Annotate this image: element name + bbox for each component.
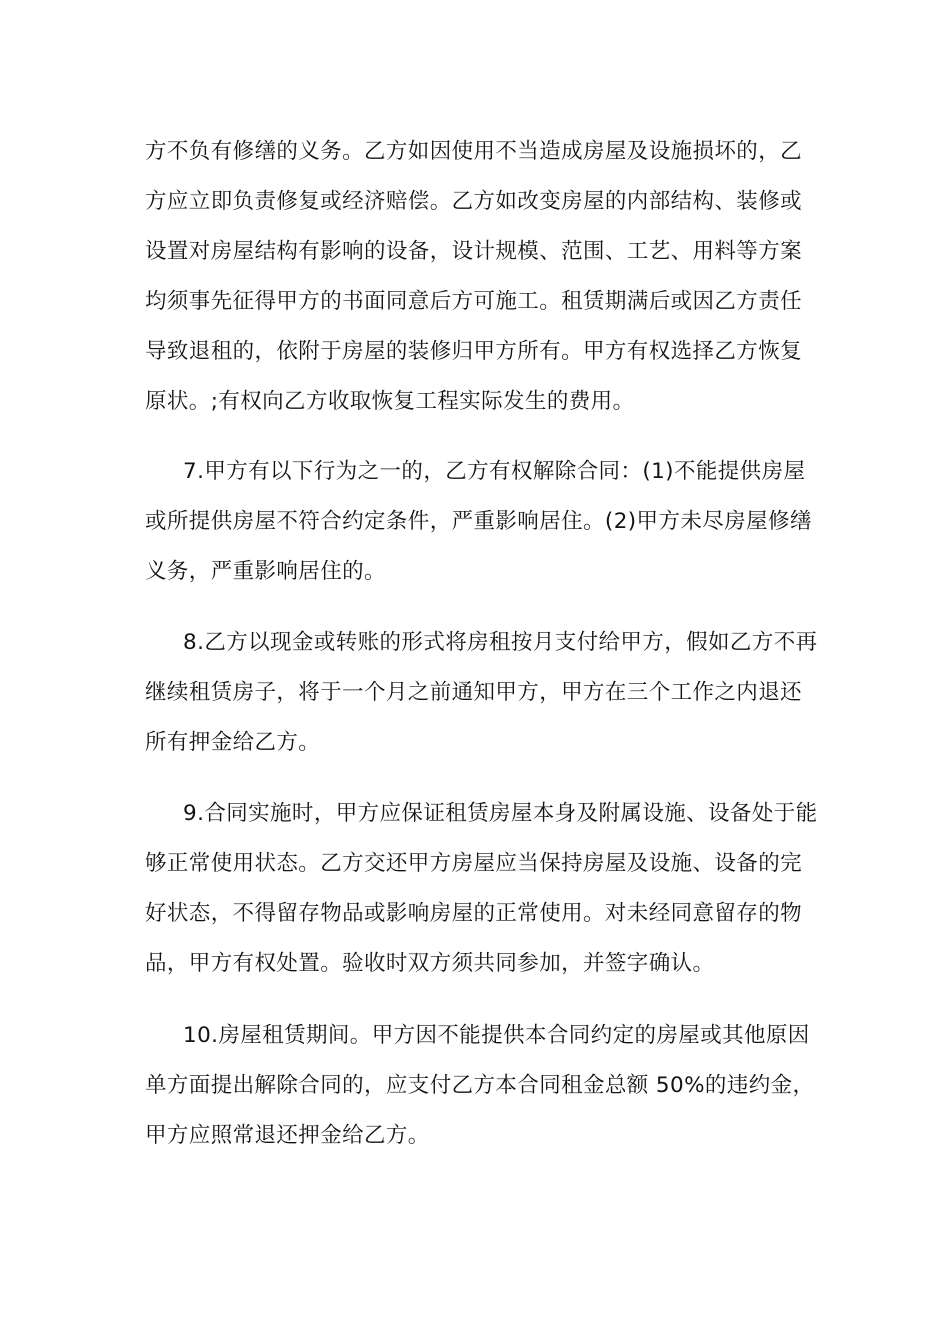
text-line: 单方面提出解除合同的，应支付乙方本合同租金总额 50%的违约金， <box>145 1073 815 1098</box>
text-line: 品，甲方有权处置。验收时双方须共同参加，并签字确认。 <box>145 951 715 976</box>
text-line: 方应立即负责修复或经济赔偿。乙方如改变房屋的内部结构、装修或 <box>145 189 803 214</box>
paragraph-repair-obligations <box>145 127 825 427</box>
text-line: 够正常使用状态。乙方交还甲方房屋应当保持房屋及设施、设备的完 <box>145 851 803 876</box>
paragraph-clause-10 <box>145 1011 825 1161</box>
text-line: 甲方应照常退还押金给乙方。 <box>145 1123 430 1148</box>
paragraph-clause-8 <box>145 618 825 768</box>
paragraph-clause-9 <box>145 789 825 989</box>
text-line: 9.合同实施时，甲方应保证租赁房屋本身及附属设施、设备处于能 <box>183 801 818 826</box>
text-line: 方不负有修缮的义务。乙方如因使用不当造成房屋及设施损坏的，乙 <box>145 139 803 164</box>
text-line: 8.乙方以现金或转账的形式将房租按月支付给甲方，假如乙方不再 <box>183 630 818 655</box>
paragraph-clause-7 <box>145 447 825 597</box>
text-line: 好状态，不得留存物品或影响房屋的正常使用。对未经同意留存的物 <box>145 901 803 926</box>
text-line: 原状。;有权向乙方收取恢复工程实际发生的费用。 <box>145 389 635 414</box>
text-line: 均须事先征得甲方的书面同意后方可施工。租赁期满后或因乙方责任 <box>145 289 803 314</box>
text-line: 10.房屋租赁期间。甲方因不能提供本合同约定的房屋或其他原因 <box>183 1023 810 1048</box>
text-line: 设置对房屋结构有影响的设备，设计规模、范围、工艺、用料等方案 <box>145 239 803 264</box>
text-line: 7.甲方有以下行为之一的，乙方有权解除合同：(1)不能提供房屋 <box>183 459 806 484</box>
text-line: 继续租赁房子，将于一个月之前通知甲方，甲方在三个工作之内退还 <box>145 680 803 705</box>
text-line: 义务，严重影响居住的。 <box>145 559 386 584</box>
text-line: 或所提供房屋不符合约定条件，严重影响居住。(2)甲方未尽房屋修缮 <box>145 509 812 534</box>
text-line: 导致退租的，依附于房屋的装修归甲方所有。甲方有权选择乙方恢复 <box>145 339 803 364</box>
text-line: 所有押金给乙方。 <box>145 730 321 755</box>
